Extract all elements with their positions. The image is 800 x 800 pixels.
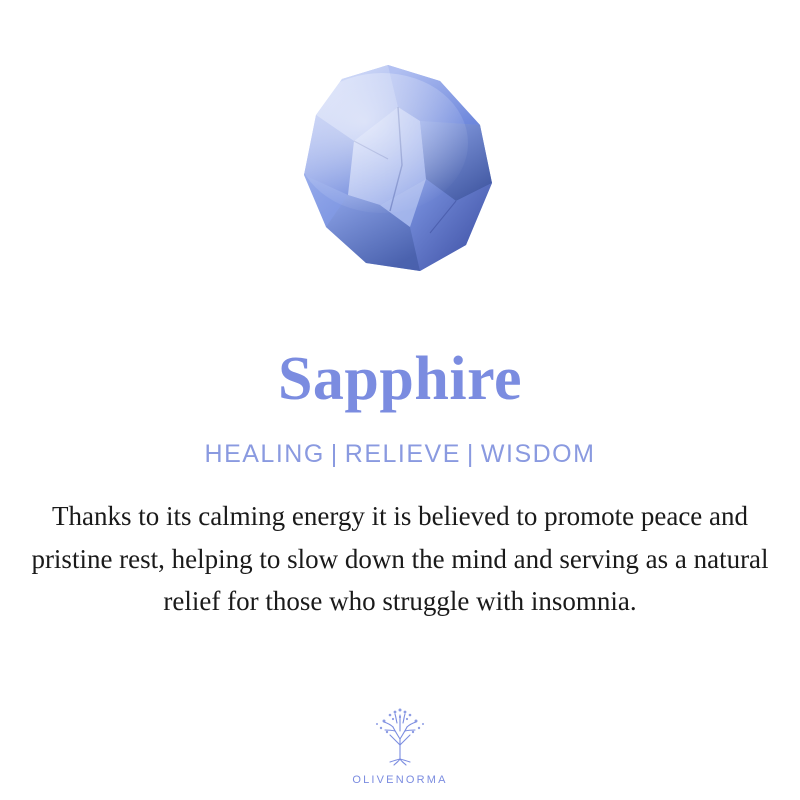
keyword-separator-1: | xyxy=(330,440,339,468)
gemstone-image-area xyxy=(0,0,800,330)
brand-block xyxy=(0,701,800,786)
keyword-separator-2: | xyxy=(466,440,475,468)
description-text: Thanks to its calming energy it is believed to promote peace and pristine rest, helping to slow down the mind and serving as a natural relief for those who struggle with insomnia. xyxy=(31,501,769,617)
gemstone-image xyxy=(270,55,530,285)
brand-name: OLIVENORMA xyxy=(352,774,448,786)
page-title: Sapphire xyxy=(277,345,523,413)
keyword-healing: HEALING xyxy=(204,440,325,468)
keyword-relieve: RELIEVE xyxy=(344,440,461,468)
keyword-wisdom: WISDOM xyxy=(480,440,596,468)
tree-of-life-icon xyxy=(364,701,436,773)
keyword-line xyxy=(205,440,596,469)
sapphire-crystal-illustration xyxy=(270,55,530,285)
